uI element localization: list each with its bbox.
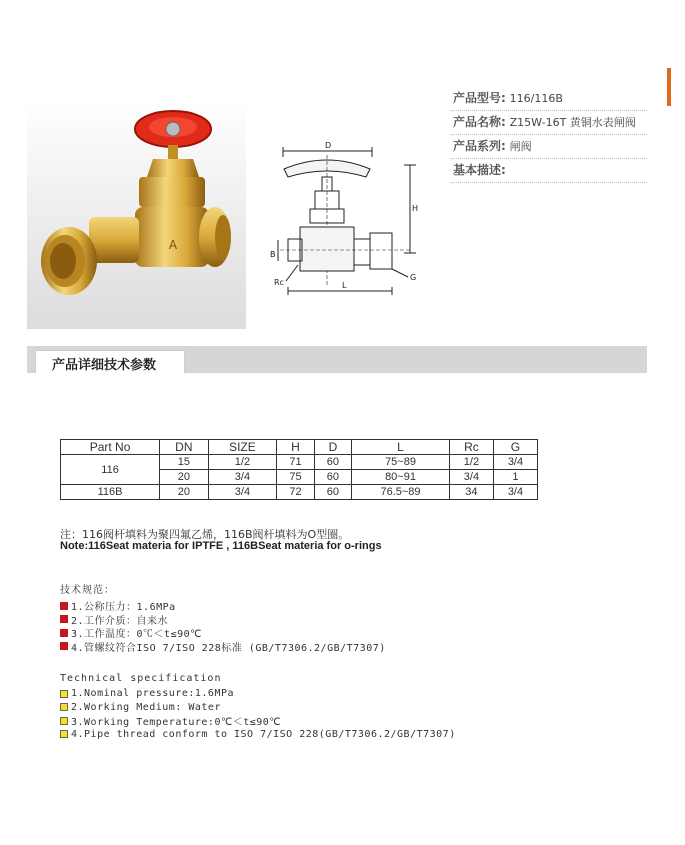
spec-cn-item — [60, 599, 386, 613]
section-tab — [35, 350, 185, 373]
table-header: H — [277, 440, 314, 455]
name-label: 产品名称: — [453, 115, 506, 129]
spec-cn-item — [60, 640, 386, 654]
table-cell: 3/4 — [493, 485, 537, 500]
yellow-bullet-icon — [60, 717, 68, 725]
spec-cn-item-text: 3.工作温度：0℃＜t≤90℃ — [71, 629, 202, 641]
table-cell: 72 — [277, 485, 314, 500]
product-name-row — [451, 111, 647, 135]
table-header: D — [314, 440, 351, 455]
table-cell: 75~89 — [352, 455, 450, 470]
table-header: L — [352, 440, 450, 455]
spec-cn-item-text: 1.公称压力：1.6MPa — [71, 602, 176, 614]
spec-table — [60, 439, 538, 500]
table-cell: 3/4 — [208, 485, 277, 500]
spec-en-item-text: 3.Working Temperature:0℃＜t≤90℃ — [71, 717, 282, 729]
table-cell: 75 — [277, 470, 314, 485]
table-cell: 15 — [160, 455, 208, 470]
dim-label-b: B — [270, 250, 276, 259]
spec-en-item — [60, 701, 456, 715]
svg-text:A: A — [168, 238, 178, 252]
spec-en-item — [60, 714, 456, 728]
spec-cn-block — [60, 581, 386, 653]
spec-en-item-text: 1.Nominal pressure:1.6MPa — [71, 688, 235, 700]
table-cell: 60 — [314, 470, 351, 485]
table-header: Rc — [449, 440, 493, 455]
table-cell: 1 — [493, 470, 537, 485]
model-value: 116/116B — [509, 92, 563, 105]
accent-bar — [667, 68, 671, 106]
yellow-bullet-icon — [60, 730, 68, 738]
spec-cn-title: 技术规范： — [60, 585, 115, 596]
spec-cn-item — [60, 613, 386, 627]
red-bullet-icon — [60, 629, 68, 637]
red-bullet-icon — [60, 615, 68, 623]
section-header — [27, 346, 647, 373]
table-row — [61, 455, 538, 470]
series-value: 闸阀 — [509, 140, 532, 153]
table-cell: 71 — [277, 455, 314, 470]
table-cell: 20 — [160, 485, 208, 500]
table-header: G — [493, 440, 537, 455]
spec-cn-item — [60, 626, 386, 640]
name-value: Z15W-16T 黄铜水表闸阀 — [509, 116, 636, 129]
product-model-row — [451, 87, 647, 111]
table-cell: 34 — [449, 485, 493, 500]
red-bullet-icon — [60, 602, 68, 610]
table-cell: 1/2 — [208, 455, 277, 470]
dim-label-h: H — [412, 204, 419, 213]
note-chinese: 注：116阀杆填料为聚四氟乙烯，116B阀杆填料为O型圈。 — [60, 528, 350, 541]
spec-en-item — [60, 728, 456, 742]
yellow-bullet-icon — [60, 703, 68, 711]
product-desc-row — [451, 159, 647, 183]
table-cell: 80~91 — [352, 470, 450, 485]
spec-en-item-text: 4.Pipe thread conform to ISO 7/ISO 228(GB/T7306.2/GB/T7307) — [71, 728, 456, 740]
desc-label: 基本描述: — [453, 163, 506, 177]
dim-label-g: G — [410, 273, 417, 282]
product-photo — [27, 99, 246, 329]
table-cell: 3/4 — [208, 470, 277, 485]
spec-en-item-text: 2.Working Medium: Water — [71, 701, 221, 713]
dim-label-l: L — [342, 281, 347, 290]
table-cell-part: 116 — [61, 455, 160, 485]
note-english: Note:116Seat materia for IPTFE , 116BSeat materia for o-rings — [60, 540, 382, 552]
table-cell: 3/4 — [493, 455, 537, 470]
table-cell: 1/2 — [449, 455, 493, 470]
table-header: Part No — [61, 440, 160, 455]
spec-cn-item-text: 4.管螺纹符合ISO 7/ISO 228标准 (GB/T7306.2/GB/T7307) — [71, 642, 386, 654]
table-row — [61, 485, 538, 500]
table-header: DN — [160, 440, 208, 455]
spec-en-title: Technical specification — [60, 673, 222, 684]
dim-label-rc: Rc — [274, 278, 284, 287]
spec-en-block — [60, 673, 456, 741]
product-series-row — [451, 135, 647, 159]
section-title: 产品详细技术参数 — [52, 358, 157, 373]
table-cell-part: 116B — [61, 485, 160, 500]
dim-label-d: D — [325, 141, 332, 150]
table-cell: 76.5~89 — [352, 485, 450, 500]
yellow-bullet-icon — [60, 690, 68, 698]
table-cell: 60 — [314, 455, 351, 470]
table-cell: 20 — [160, 470, 208, 485]
product-info — [451, 87, 647, 183]
table-header: SIZE — [208, 440, 277, 455]
spec-cn-item-text: 2.工作介质：自来水 — [71, 615, 169, 627]
red-bullet-icon — [60, 642, 68, 650]
spec-en-item — [60, 687, 456, 701]
table-cell: 60 — [314, 485, 351, 500]
technical-drawing — [270, 135, 430, 295]
model-label: 产品型号: — [453, 91, 506, 105]
series-label: 产品系列: — [453, 139, 506, 153]
table-cell: 3/4 — [449, 470, 493, 485]
table-header-row — [61, 440, 538, 455]
